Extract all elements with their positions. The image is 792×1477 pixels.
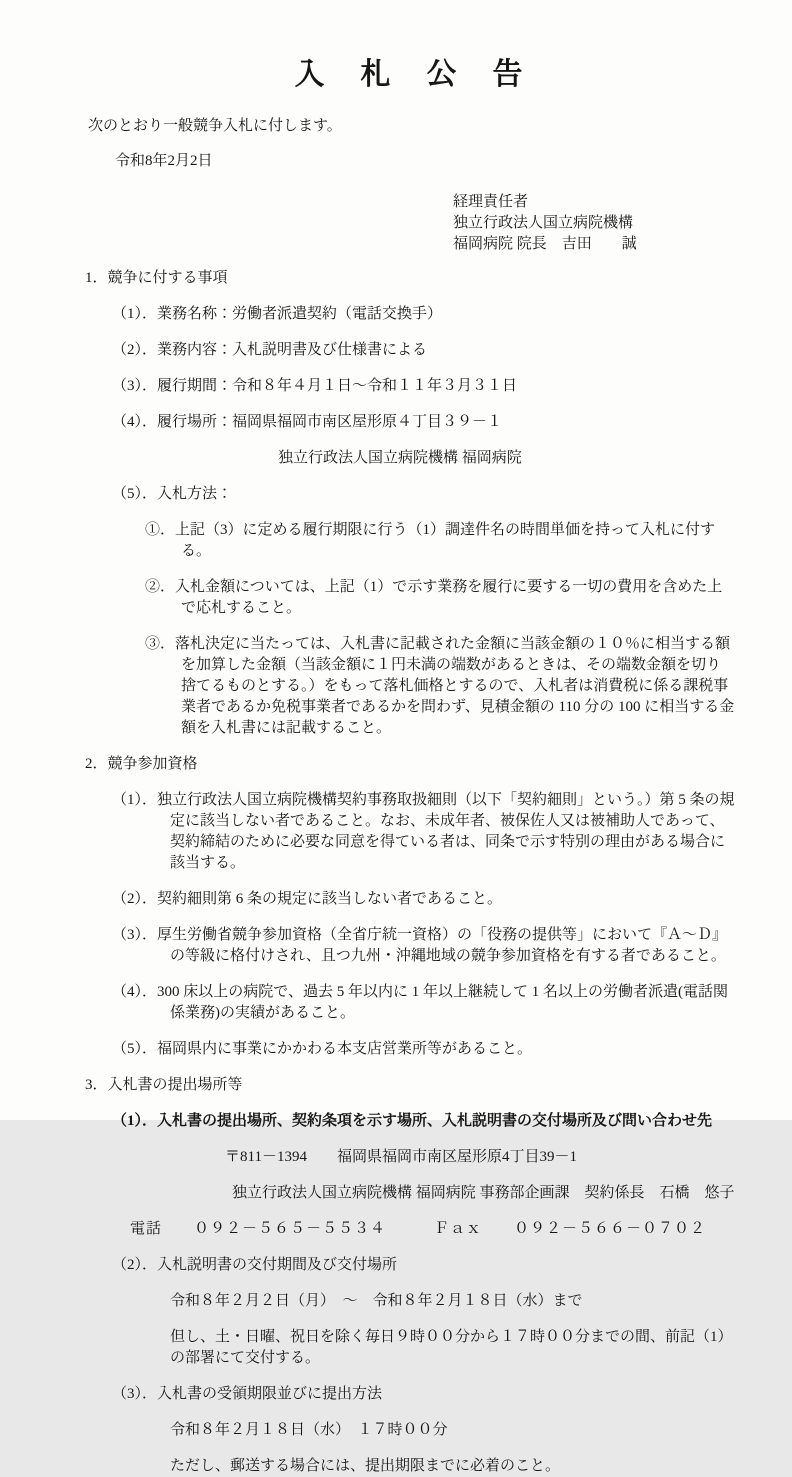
section-3 [85,1075,735,1477]
contact-postal-address: 〒811－1394 福岡県福岡市南区屋形原4丁目39－1 [225,1149,577,1165]
signer-person: 福岡病院 院長 吉田 誠 [453,236,637,252]
intro-line: 次のとおり一般競争入札に付します。 [88,118,342,134]
contact-phone-fax: 電話 ０９２－５６５－５５３４ Ｆａｘ ０９２－５６６－０７０２ [130,1221,707,1237]
page-title: 入 札 公 告 [294,58,526,91]
section-1-item-2: （2）．業務内容：入札説明書及び仕様書による [112,342,428,358]
section-2 [85,754,735,1060]
section-3-item-1: （1）．入札書の提出場所、契約条項を示す場所、入札説明書の交付場所及び問い合わせ先 [112,1113,713,1129]
submission-deadline: 令和８年２月１８日（水） １７時００分 [170,1422,448,1438]
signer-role: 経理責任者 [453,194,529,210]
section-2-item-3: （3）．厚生労働省競争参加資格（全省庁統一資格）の「役務の提供等」において『Ａ～Ｄ』の等級に格付けされ、且つ九州・沖縄地域の競争参加資格を有する者であること。 [112,927,728,964]
issue-date: 令和8年2月2日 [115,153,213,169]
section-2-heading: 2．競争参加資格 [85,756,198,772]
distribution-period: 令和８年２月２日（月） ～ 令和８年２月１８日（水）まで [170,1293,583,1309]
signer-org: 独立行政法人国立病院機構 [453,215,634,231]
section-2-item-5: （5）．福岡県内に事業にかかわる本支店営業所等があること。 [112,1041,533,1057]
section-1-method-3: ③．落札決定に当たっては、入札書に記載された金額に当該金額の１０％に相当する額を加算した金額（当該金額に１円未満の端数があるときは、その端数金額を切り捨てるものとする。）をもって落札価格とするので、入札者は消費税に係る課税事業者であるか免税事業者であるかを問わず、見積金額の 110 分の 100 に相当する金額を入札書には記載すること。 [145,636,735,736]
section-3-item-3: （3）．入札書の受領期限並びに提出方法 [112,1386,383,1402]
section-1-item-5: （5）．入札方法： [112,486,233,502]
section-3-heading: 3．入札書の提出場所等 [85,1077,243,1093]
section-1-heading: 1．競争に付する事項 [85,270,228,286]
section-1-item-4: （4）．履行場所：福岡県福岡市南区屋形原４丁目３９－１ [112,414,503,430]
section-1 [85,268,735,739]
section-1-method-1: ①．上記（3）に定める履行期限に行う（1）調達件名の時間単価を持って入札に付する。 [145,522,716,559]
section-1-item-3: （3）．履行期間：令和８年４月１日～令和１１年３月３１日 [112,378,518,394]
section-2-item-4: （4）．300 床以上の病院で、過去 5 年以内に 1 年以上継続して 1 名以上の労働者派遣(電話関係業務)の実績があること。 [112,984,728,1021]
section-2-item-2: （2）．契約細則第 6 条の規定に該当しない者であること。 [112,891,503,907]
section-1-item-4-continuation: 独立行政法人国立病院機構 福岡病院 [278,450,522,466]
distribution-hours: 但し、土・日曜、祝日を除く毎日９時００分から１７時００分までの間、前記（1）の部署にて交付する。 [170,1329,733,1366]
section-1-item-1: （1）．業務名称：労働者派遣契約（電話交換手） [112,306,443,322]
section-2-item-1: （1）．独立行政法人国立病院機構契約事務取扱細則（以下「契約細則」という。）第 5 条の規定に該当しない者であること。なお、未成年者、被保佐人又は被補助人であって、契約締結のために必要な同意を得ている者は、同条で示す特別の理由がある場合に該当する。 [112,792,735,871]
mailing-note: ただし、郵送する場合には、提出期限までに必着のこと。 [170,1458,561,1474]
contact-department: 独立行政法人国立病院機構 福岡病院 事務部企画課 契約係長 石橋 悠子 [232,1185,735,1201]
section-1-method-2: ②．入札金額については、上記（1）で示す業務を履行に要する一切の費用を含めた上で応札すること。 [145,579,723,616]
signature-block [453,192,735,255]
section-3-item-2: （2）．入札説明書の交付期間及び交付場所 [112,1257,398,1273]
